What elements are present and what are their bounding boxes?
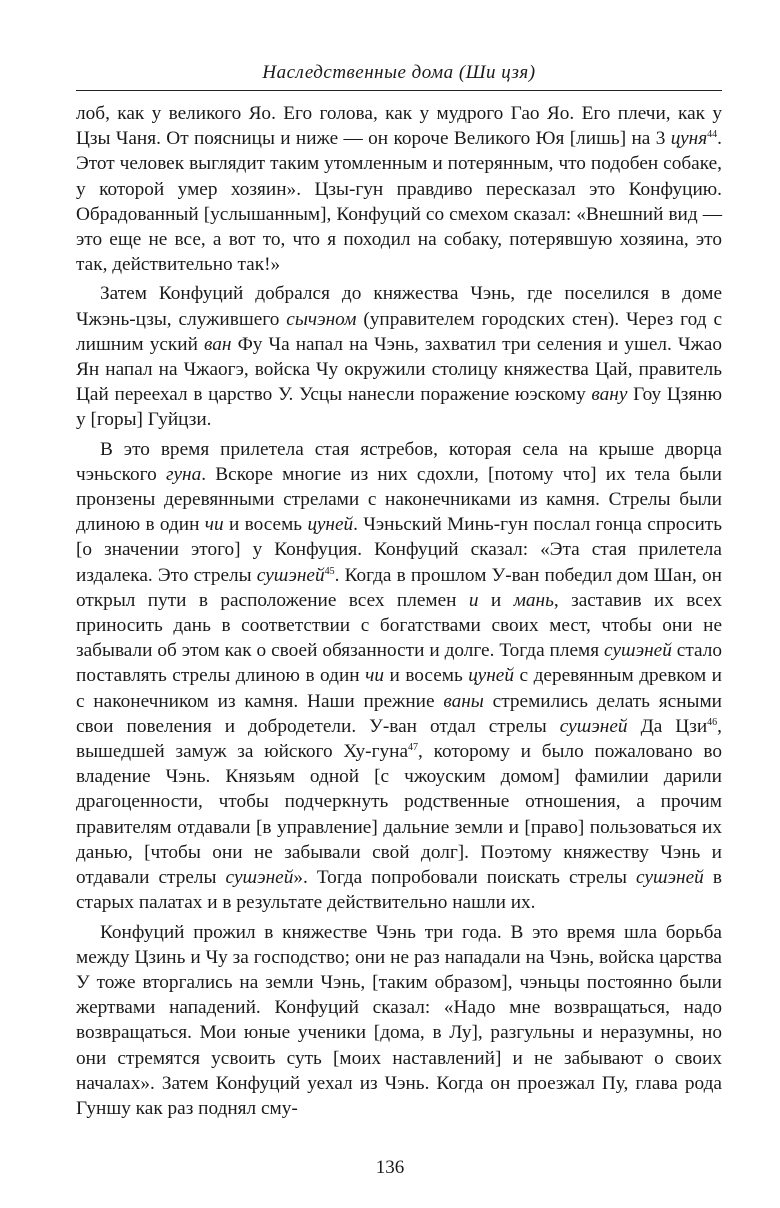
italic-term: ван xyxy=(204,333,232,355)
italic-term: сушэней xyxy=(604,640,672,662)
text-run: Фу Ча напал на Чэнь, захватил три селения и ушел. Чжао Ян напал на Чжаогэ, войска Чу окружили столицу княжества Цай, правитель Цай переехал в царство У. Усцы нанесли поражение юэскому xyxy=(76,333,722,406)
text-run: Конфуций прожил в княжестве Чэнь три года. В это время шла борьба между Цзинь и Чу за господство; они не раз нападали на Чэнь, войска царства У тоже вторгались на земли Чэнь, [таким образом], чэньцы постоянно были жертвами нападений. Конфуций сказал: «Надо мне возвращаться, надо возвращаться. Мои юные ученики [дома, в Лу], разгульны и неразумны, но они стремятся усвоить суть [моих наставлений] и не забывают о своих началах». Затем Конфуций уехал из Чэнь. Когда он проезжал Пу, глава рода Гуншу как раз поднял сму- xyxy=(76,921,722,1119)
italic-term: сушэней xyxy=(225,867,294,889)
text-run: (управителем городских стен). Через год с лишним уский xyxy=(76,308,723,355)
text-run: , которому и было пожаловано во владение Чэнь. Князьям одной [с чжоуским домом] фамилии дарили драгоценности, чтобы подчеркнуть родственные отношения, а прочим правителям отдавали [в управление] дальние земли и [право] пользоваться их данью, [чтобы они не забывали свой долг]. Поэтому княжеству Чэнь и отдавали стрелы xyxy=(76,741,722,889)
text-run: . Когда в прошлом У-ван победил дом Шан, он открыл пути в расположение всех племен xyxy=(76,564,722,611)
paragraph xyxy=(76,101,722,277)
text-run: стремились делать ясными свои повеления и добродетели. У-ван отдал стрелы xyxy=(76,690,722,737)
italic-term: цуней xyxy=(307,514,354,536)
italic-term: цуня xyxy=(670,128,708,150)
paragraph xyxy=(76,437,722,916)
text-run: Да Цзи xyxy=(627,715,708,737)
italic-term: и xyxy=(468,589,479,611)
italic-term: чи xyxy=(204,514,224,536)
text-run: . Этот человек выглядит таким утомленным и потерянным, что подобен собаке, у которой умер хозяин». Цзы-гун правдиво пересказал это Конфуцию. Обрадованный [услышанным], Конфуций со смехом сказал: «Внешний вид — это еще не все, а вот то, что я походил на собаку, потерявшую хозяина, это так, действительно так!» xyxy=(76,128,722,276)
italic-term: вану xyxy=(591,384,628,406)
italic-term: чи xyxy=(365,665,384,687)
text-run: и восемь xyxy=(223,514,308,536)
text-run: Затем Конфуций добрался до княжества Чэнь, где поселился в доме Чжэнь-цзы, служившего xyxy=(76,283,722,330)
body-text xyxy=(76,101,722,1121)
italic-term: сушэней xyxy=(636,867,704,889)
italic-term: гуна xyxy=(165,463,202,485)
footnote-ref: 47 xyxy=(408,742,419,754)
italic-term: ваны xyxy=(443,690,484,712)
text-run: . Чэньский Минь-гун послал гонца спросить [о значении этого] у Конфуция. Конфуций сказал: «Эта стая прилетела издалека. Это стрелы xyxy=(76,514,723,586)
text-run: , заставив их всех приносить дань в соответствии с богатствами своих мест, чтобы они не забывали об этом как о своей обязанности и долге. Тогда племя xyxy=(76,589,722,662)
italic-term: сычэном xyxy=(286,308,357,330)
footnote-ref: 46 xyxy=(707,716,718,728)
text-run: и xyxy=(478,589,514,611)
italic-term: цуней xyxy=(468,665,514,687)
text-run: в старых палатах и в результате действительно нашли их. xyxy=(76,867,722,914)
running-head: Наследственные дома (Ши цзя) xyxy=(76,60,722,91)
page-number: 136 xyxy=(375,1157,405,1178)
paragraph xyxy=(76,281,722,432)
paragraph xyxy=(76,920,722,1122)
italic-term: сушэней xyxy=(559,715,628,737)
text-run: ». Тогда попробовали поискать стрелы xyxy=(293,867,637,889)
text-run: . Вскоре многие из них сдохли, [потому что] их тела были пронзены деревянными стрелами с наконечниками из камня. Стрелы были длиною в один xyxy=(76,463,722,536)
italic-term: мань xyxy=(513,589,554,611)
text-run: и восемь xyxy=(383,665,469,687)
text-run: , вышедшей замуж за юйского Ху-гуна xyxy=(76,715,722,763)
text-run: с деревянным древком и с наконечником из камня. Наши прежние xyxy=(76,665,723,712)
footnote-ref: 44 xyxy=(707,129,718,141)
text-run: лоб, как у великого Яо. Его голова, как у мудрого Гао Яо. Его плечи, как у Цзы Чаня. От поясницы и ниже — он короче Великого Юя [лишь] на 3 xyxy=(76,103,722,150)
book-page xyxy=(76,60,722,1125)
text-run: Гоу Цзяню у [горы] Гуйцзи. xyxy=(76,384,722,431)
italic-term: сушэней xyxy=(256,564,325,586)
text-run: В это время прилетела стая ястребов, которая села на крыше дворца чэньского xyxy=(76,438,722,485)
footnote-ref: 45 xyxy=(324,565,335,577)
text-run: стало поставлять стрелы длиною в один xyxy=(76,640,722,687)
